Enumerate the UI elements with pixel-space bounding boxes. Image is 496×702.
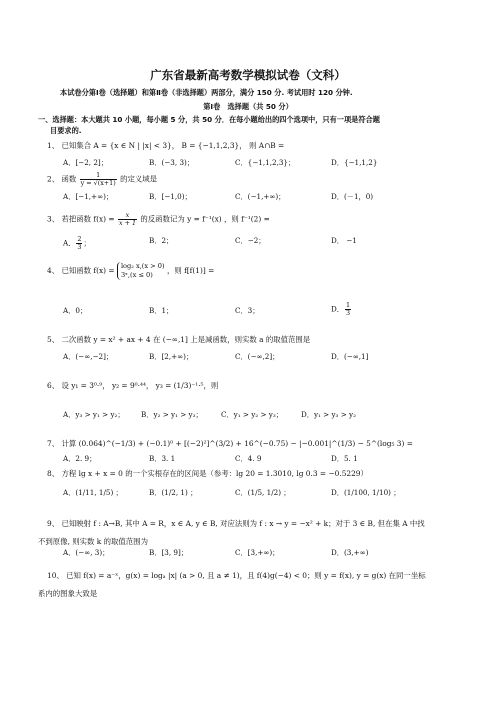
option-a: A．(1/11, 1/5) ； bbox=[63, 488, 123, 497]
option-d: D．(1/100, 1/10) ； bbox=[331, 488, 401, 497]
question-number: 1、 bbox=[47, 141, 60, 150]
question-3 bbox=[47, 212, 270, 227]
option-c: C．4. 9 bbox=[235, 454, 262, 463]
question-number: 2、 bbox=[47, 174, 60, 184]
question-text-pre: 若把函数 f(x) = bbox=[61, 214, 115, 224]
question-number: 5、 bbox=[47, 335, 60, 344]
question-4 bbox=[47, 262, 214, 280]
question-9 bbox=[47, 518, 425, 529]
piecewise-function: log₂ x,(x > 0) 3ˣ,(x ≤ 0) bbox=[117, 262, 165, 280]
question-10-line-2: 系内的图象大致是 bbox=[38, 589, 98, 598]
question-text: 已知集合 A = {x ∈ N | |x| < 3}， B = {−1,1,2,3}， 则 A∩B = bbox=[61, 141, 285, 150]
question-text-pre: 已知函数 f(x) = bbox=[61, 266, 115, 275]
option-a: A．y₃ > y₁ > y₂； bbox=[63, 410, 125, 419]
option-c: C．−2； bbox=[235, 236, 266, 245]
exam-intro: 本试卷分第Ⅰ卷（选择题）和第Ⅱ卷（非选择题）两部分，满分 150 分. 考试用时 120 分钟. bbox=[60, 88, 353, 97]
question-number: 10、 bbox=[47, 571, 64, 580]
question-2 bbox=[47, 172, 157, 187]
question-5 bbox=[47, 334, 310, 345]
question-6 bbox=[47, 380, 218, 391]
option-a: A．2. 9； bbox=[63, 454, 97, 463]
question-9-line-2: 不到原像, 则实数 k 的取值范围为 bbox=[38, 537, 148, 546]
question-text: 设 y₁ = 3⁰·⁹， y₂ = 9⁰·⁴⁴， y₃ = (1/3)⁻¹·⁵，则 bbox=[61, 381, 219, 390]
option-d: D．(−∞,1] bbox=[331, 352, 369, 361]
option-d: D．y₁ > y₃ > y₂ bbox=[301, 410, 356, 419]
part-label: 第Ⅰ卷 选择题（共 50 分） bbox=[203, 102, 293, 111]
question-text: 方程 lg x + x = 0 的一个实根存在的区间是（参考：lg 20 = 1.3010, lg 0.3 = −0.5229） bbox=[61, 469, 368, 478]
question-number: 6、 bbox=[47, 381, 60, 390]
option-d: D． −1 bbox=[331, 236, 357, 245]
option-c: C．y₁ > y₂ > y₃； bbox=[221, 410, 283, 419]
question-text-post: 的反函数记为 y = f⁻¹(x) ，则 f⁻¹(2) = bbox=[140, 214, 270, 224]
question-number: 9、 bbox=[47, 519, 60, 528]
question-text: 已知映射 f : A→B, 其中 A = R，x ∈ A, y ∈ B, 对应法则为 f : x → y = −x² + k；对于 3 ∈ B, 但在集 A 中找 bbox=[61, 519, 425, 528]
question-1 bbox=[47, 140, 284, 151]
option-c: C．(−∞,2]； bbox=[235, 352, 280, 361]
question-8 bbox=[47, 468, 368, 479]
question-text-post: ，则 f[f(1)] = bbox=[166, 266, 215, 275]
section-line-1: 一、选择题：本大题共 10 小题，每小题 5 分，共 50 分．在每小题给出的四个选项中，只有一项是符合题 bbox=[38, 115, 380, 124]
option-b: B．(1/2, 1) ； bbox=[149, 488, 198, 497]
option-a: A．0； bbox=[63, 306, 88, 315]
option-c: C．[3,+∞)； bbox=[235, 548, 280, 557]
option-b: B．1； bbox=[149, 306, 174, 315]
question-number: 4、 bbox=[47, 266, 60, 275]
option-b: B．3. 1 bbox=[149, 454, 176, 463]
question-number: 8、 bbox=[47, 469, 60, 478]
question-10 bbox=[47, 570, 426, 581]
function-fraction: $\frac{x}{x + 1}$ bbox=[118, 211, 137, 227]
option-a: A．(−∞, 3)； bbox=[63, 548, 110, 557]
question-7 bbox=[47, 438, 413, 449]
option-a: A． $\frac{2}{3}$ ； bbox=[63, 235, 91, 251]
question-text: 二次函数 y = x² + ax + 4 在 (−∞,1] 上是减函数，则实数 a 的取值范围是 bbox=[61, 335, 311, 344]
option-c: C．(1/5, 1/2) ； bbox=[235, 488, 291, 497]
option-d: D．{−1,1,2} bbox=[331, 158, 378, 167]
option-d: D．(3,+∞) bbox=[331, 548, 369, 557]
question-text: 计算 (0.064)^(−1/3) + (−0.1)⁰ + [(−2)²]^(3/2) + 16^(−0.75) − |−0.001|^(1/3) − 5^(log₅ 3) = bbox=[61, 439, 413, 448]
question-text: 已知 f(x) = a⁻ˣ，g(x) = logₐ |x| (a > 0, 且 a ≠ 1)，且 f(4)g(−4) < 0；则 y = f(x), y = g(x) 在同一坐标 bbox=[66, 571, 426, 580]
option-c: C．{−1,1,2,3}； bbox=[235, 158, 296, 167]
question-number: 3、 bbox=[47, 214, 60, 224]
question-text-pre: 函数 bbox=[61, 174, 77, 184]
option-b: B．(−3, 3)； bbox=[149, 158, 195, 167]
exam-title: 广东省最新高考数学模拟试卷（文科） bbox=[150, 68, 346, 82]
section-line-2: 目要求的. bbox=[50, 126, 82, 135]
section-instruction bbox=[38, 114, 458, 136]
option-a: A．[−2, 2]； bbox=[63, 158, 108, 167]
question-number: 7、 bbox=[47, 439, 60, 448]
option-c: C．(−1,+∞)； bbox=[235, 192, 286, 201]
option-d: D． $\frac{1}{3}$ bbox=[331, 301, 351, 317]
question-text-post: 的定义域是 bbox=[120, 174, 158, 184]
option-b: B．2； bbox=[149, 236, 174, 245]
option-d: D．(－1，0) bbox=[331, 192, 374, 201]
option-a: A．[−1,+∞)； bbox=[63, 192, 114, 201]
option-c: C．3； bbox=[235, 306, 260, 315]
function-formula: $\frac{1}{y = √(x+1)}$ bbox=[80, 171, 116, 187]
option-a: A．(−∞,−2]； bbox=[63, 352, 114, 361]
option-b: B．[2,+∞)； bbox=[149, 352, 194, 361]
option-b: B．y₂ > y₁ > y₃； bbox=[141, 410, 203, 419]
option-b: B．[−1,0)； bbox=[149, 192, 192, 201]
option-d: D．5. 1 bbox=[331, 454, 358, 463]
option-b: B．[3, 9]； bbox=[149, 548, 188, 557]
